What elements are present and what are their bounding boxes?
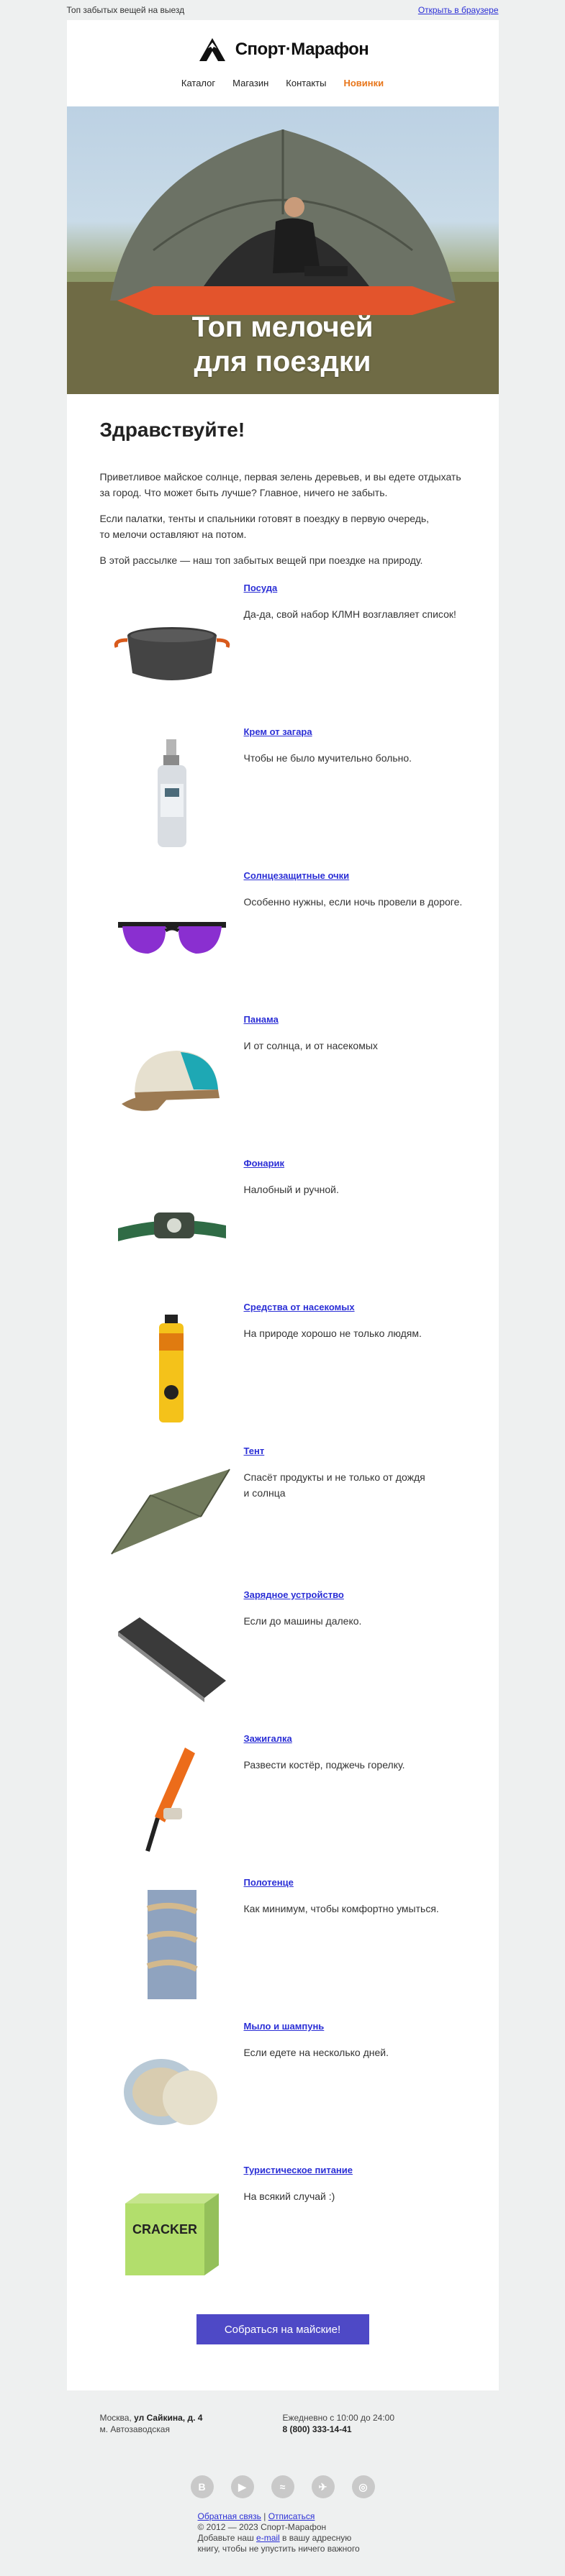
content bbox=[67, 394, 499, 2304]
repellent-icon[interactable] bbox=[100, 1297, 244, 1441]
item-description: Да-да, свой набор КЛМН возглавляет список! bbox=[243, 608, 456, 620]
open-in-browser-link[interactable]: Открыть в браузере bbox=[417, 5, 499, 15]
nav-new[interactable]: Новинки bbox=[343, 78, 384, 88]
ok-icon[interactable]: ≈ bbox=[271, 2475, 294, 2498]
odnoklassniki-icon[interactable]: ◎ bbox=[352, 2475, 375, 2498]
list-item bbox=[100, 1154, 466, 1297]
item-title-link[interactable]: Посуда bbox=[243, 583, 278, 593]
list-item bbox=[100, 1441, 466, 1585]
item-title-link[interactable]: Фонарик bbox=[243, 1158, 285, 1169]
footer-street: ул Сайкина, д. 4 bbox=[134, 2413, 203, 2423]
nav-contacts[interactable]: Контакты bbox=[286, 78, 327, 88]
headlamp-icon[interactable] bbox=[100, 1154, 244, 1297]
footer-hours: Ежедневно с 10:00 до 24:00 bbox=[282, 2413, 394, 2423]
firestarter-icon[interactable] bbox=[100, 1729, 244, 1873]
item-title-link[interactable]: Полотенце bbox=[243, 1877, 294, 1888]
footer-city: Москва, bbox=[99, 2413, 135, 2423]
item-description: На всякий случай :) bbox=[243, 2191, 335, 2202]
feedback-link[interactable]: Обратная связь bbox=[197, 2511, 261, 2521]
brand-name: Спорт·Марафон bbox=[235, 40, 369, 59]
greeting: Здравствуйте! bbox=[99, 419, 245, 441]
logo-icon bbox=[196, 35, 228, 64]
sunscreen-icon[interactable] bbox=[100, 722, 244, 866]
footer-legal bbox=[100, 2511, 466, 2554]
list-item bbox=[100, 578, 466, 722]
item-description: Если едете на несколько дней. bbox=[243, 2047, 389, 2058]
email-body bbox=[67, 20, 499, 2390]
item-title-link[interactable]: Мыло и шампунь bbox=[243, 2021, 325, 2032]
intro-paragraph-2 bbox=[100, 511, 466, 542]
add-email-line2: книгу, чтобы не упустить ничего важного bbox=[197, 2544, 360, 2554]
footer-contacts bbox=[283, 2412, 466, 2435]
list-item bbox=[100, 1010, 466, 1154]
preheader-text: Топ забытых вещей на выезд bbox=[66, 5, 185, 15]
cta-button[interactable]: Собраться на майские! bbox=[196, 2314, 369, 2344]
food-box-label: CRACKER bbox=[132, 2222, 197, 2237]
youtube-icon[interactable]: ▶ bbox=[231, 2475, 254, 2498]
list-item bbox=[100, 1729, 466, 1873]
hero-title bbox=[67, 310, 499, 379]
item-description: Спасёт продукты и не только от дождя и солнца bbox=[243, 1471, 425, 1499]
cap-icon[interactable] bbox=[100, 1010, 244, 1154]
item-description: Развести костёр, поджечь горелку. bbox=[243, 1759, 405, 1771]
towel-icon[interactable] bbox=[100, 1873, 244, 2017]
item-title-link[interactable]: Тент bbox=[243, 1445, 265, 1456]
header bbox=[67, 20, 499, 106]
footer-link-separator: | bbox=[261, 2511, 268, 2521]
list-item bbox=[100, 1297, 466, 1441]
tarp-icon[interactable] bbox=[100, 1441, 244, 1585]
item-description: Как минимум, чтобы комфортно умыться. bbox=[243, 1903, 439, 1914]
copyright: © 2012 — 2023 Спорт-Марафон bbox=[197, 2522, 327, 2532]
intro-paragraph-2-line1: Если палатки, тенты и спальники готовят в поездку в первую очередь, bbox=[99, 513, 430, 524]
add-email-link[interactable]: e-mail bbox=[256, 2533, 280, 2543]
item-description: На природе хорошо не только людям. bbox=[243, 1328, 422, 1339]
item-title-link[interactable]: Зажигалка bbox=[243, 1733, 292, 1744]
item-description: Особенно нужны, если ночь провели в дороге. bbox=[243, 896, 463, 908]
hero-banner[interactable] bbox=[67, 106, 499, 394]
list-item bbox=[100, 1585, 466, 1729]
cta-container bbox=[67, 2304, 499, 2390]
footer-metro: м. Автозаводская bbox=[99, 2424, 170, 2434]
item-title-link[interactable]: Туристическое питание bbox=[243, 2165, 353, 2175]
item-description: И от солнца, и от насекомых bbox=[243, 1040, 378, 1051]
item-title-link[interactable]: Панама bbox=[243, 1014, 279, 1025]
item-description: Налобный и ручной. bbox=[243, 1184, 339, 1195]
item-description: Если до машины далеко. bbox=[243, 1615, 362, 1627]
nav-catalog[interactable]: Каталог bbox=[181, 78, 216, 88]
item-list bbox=[100, 578, 466, 2304]
vk-icon[interactable]: В bbox=[191, 2475, 214, 2498]
footer-phone[interactable]: 8 (800) 333-14-41 bbox=[282, 2424, 352, 2434]
nav-store[interactable]: Магазин bbox=[232, 78, 269, 88]
social-links bbox=[100, 2475, 466, 2498]
footer bbox=[67, 2390, 499, 2576]
hero-title-line2: для поездки bbox=[194, 346, 371, 378]
intro-paragraph-3: В этой рассылке — наш топ забытых вещей при поездке на природу. bbox=[99, 554, 423, 566]
intro-paragraph-1: Приветливое майское солнце, первая зелень деревьев, и вы едете отдыхать за город. Что может быть лучше? Главное, ничего не забыть. bbox=[99, 471, 461, 498]
list-item bbox=[100, 1873, 466, 2017]
logo[interactable] bbox=[196, 32, 369, 68]
pot-icon[interactable] bbox=[100, 578, 244, 722]
add-email-prefix: Добавьте наш bbox=[197, 2533, 257, 2543]
list-item bbox=[100, 2160, 466, 2304]
soap-icon[interactable] bbox=[100, 2017, 244, 2160]
list-item bbox=[100, 866, 466, 1010]
hero-title-line1: Топ мелочей bbox=[191, 311, 374, 343]
telegram-icon[interactable]: ✈ bbox=[312, 2475, 335, 2498]
intro-paragraph-2-line2: то мелочи оставляют на потом. bbox=[99, 529, 247, 540]
main-nav bbox=[181, 78, 384, 88]
item-title-link[interactable]: Зарядное устройство bbox=[243, 1589, 344, 1600]
list-item bbox=[100, 722, 466, 866]
item-title-link[interactable]: Средства от насекомых bbox=[243, 1302, 355, 1312]
add-email-suffix: в вашу адресную bbox=[279, 2533, 352, 2543]
unsubscribe-link[interactable]: Отписаться bbox=[268, 2511, 315, 2521]
preheader bbox=[67, 0, 499, 20]
powerbank-icon[interactable] bbox=[100, 1585, 244, 1729]
footer-address bbox=[100, 2412, 283, 2435]
food-box-icon[interactable] bbox=[100, 2160, 244, 2304]
list-item bbox=[100, 2017, 466, 2160]
item-title-link[interactable]: Крем от загара bbox=[243, 726, 312, 737]
item-title-link[interactable]: Солнцезащитные очки bbox=[243, 870, 350, 881]
sunglasses-icon[interactable] bbox=[100, 866, 244, 1010]
item-description: Чтобы не было мучительно больно. bbox=[243, 752, 412, 764]
